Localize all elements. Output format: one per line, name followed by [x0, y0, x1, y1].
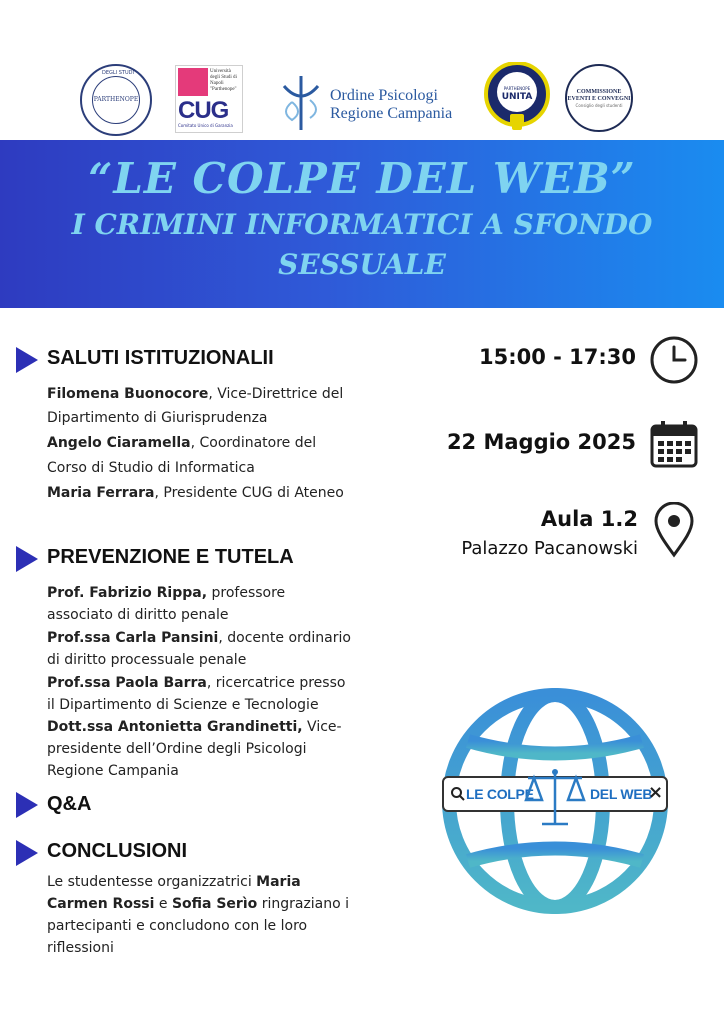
prevenzione-speaker-name: Prof. Fabrizio Rippa,: [47, 585, 208, 601]
prevenzione-speaker-name: Prof.ssa Carla Pansini: [47, 630, 219, 646]
prevenzione-speaker-role: associato di diritto penale: [47, 607, 229, 623]
saluti-speaker-role: , Presidente CUG di Ateneo: [154, 485, 344, 501]
conclusioni-text: ringraziano i: [257, 896, 350, 912]
commissione-line1: COMMISSIONE: [576, 88, 622, 95]
ordine-psicologi-mark: [274, 72, 328, 132]
event-building: Palazzo Pacanowski: [461, 538, 638, 559]
conclusioni-text: partecipanti e concludono con le loro: [47, 918, 308, 934]
saluti-speaker-role: Corso di Studio di Informatica: [47, 460, 255, 476]
saluti-speaker-name: Angelo Ciaramella: [47, 435, 191, 451]
section-arrow-icon: [16, 546, 38, 572]
university-logo: [80, 64, 152, 136]
ordine-line2: Regione Campania: [330, 105, 453, 122]
prevenzione-line: [47, 585, 285, 601]
university-logo-text: PARTHENOPE: [93, 96, 139, 103]
conclusioni-line: [47, 918, 307, 934]
cug-title: CUG: [178, 97, 229, 124]
search-icon: [450, 786, 466, 802]
prevenzione-line: [47, 763, 179, 779]
prevenzione-speaker-role: Regione Campania: [47, 763, 179, 779]
parthenope-unita-logo: [482, 62, 552, 134]
event-title: “LE COLPE DEL WEB”: [88, 154, 636, 203]
prevenzione-line: [47, 719, 342, 735]
conclusioni-line: [47, 940, 114, 956]
event-date: 22 Maggio 2025: [446, 430, 636, 454]
event-subtitle-line2: SESSUALE: [278, 248, 446, 281]
prevenzione-heading: PREVENZIONE E TUTELA: [47, 546, 294, 568]
unita-line2: UNITA: [501, 92, 533, 102]
cug-logo: [175, 65, 243, 133]
commissione-line3: Consiglio degli studenti: [575, 102, 623, 108]
event-subtitle-line1: I CRIMINI INFORMATICI A SFONDO: [71, 208, 653, 241]
conclusioni-text: Le studentesse organizzatrici: [47, 874, 257, 890]
prevenzione-speaker-role: presidente dell’Ordine degli Psicologi: [47, 741, 307, 757]
conclusioni-name: Carmen Rossi: [47, 896, 155, 912]
saluti-speaker-name: Filomena Buonocore: [47, 386, 209, 402]
globe-logo-left-text: LE COLPE: [466, 786, 534, 802]
prevenzione-line: [47, 630, 351, 646]
saluti-line: [47, 435, 316, 451]
prevenzione-line: [47, 607, 229, 623]
conclusioni-name: Sofia Serìo: [171, 896, 258, 912]
prevenzione-line: [47, 675, 345, 691]
prevenzione-speaker-role: , docente ordinario: [218, 630, 351, 646]
section-arrow-icon: [16, 792, 38, 818]
conclusioni-heading: CONCLUSIONI: [47, 840, 187, 862]
qa-heading: Q&A: [47, 793, 92, 815]
saluti-speaker-role: , Coordinatore del: [190, 435, 317, 451]
event-room: Aula 1.2: [540, 507, 638, 531]
university-logo-top: DEGLI STUDI: [102, 70, 134, 76]
saluti-speaker-role: Dipartimento di Giurisprudenza: [47, 410, 268, 426]
conclusioni-text: e: [154, 896, 172, 912]
ordine-psicologi-text: [330, 87, 452, 123]
globe-logo-right-text: DEL WEB: [590, 786, 653, 802]
prevenzione-speaker-role: , ricercatrice presso: [206, 675, 346, 691]
prevenzione-speaker-role: di diritto processuale penale: [47, 652, 247, 668]
clock-icon: [649, 335, 699, 385]
conclusioni-line: [47, 874, 301, 890]
cug-subtitle: Università degli Studi di Napoli "Parthenope": [210, 69, 237, 92]
university-seal: [92, 76, 140, 124]
commissione-line2: EVENTI E CONVEGNI: [567, 95, 631, 102]
saluti-heading: SALUTI ISTITUZIONALII: [47, 347, 274, 369]
calendar-icon: [649, 420, 699, 468]
prevenzione-line: [47, 741, 307, 757]
prevenzione-line: [47, 697, 319, 713]
prevenzione-speaker-name: Prof.ssa Paola Barra: [47, 675, 207, 691]
saluti-speaker-role: , Vice-Direttrice del: [208, 386, 344, 402]
prevenzione-speaker-role: Vice-: [302, 719, 342, 735]
saluti-speaker-name: Maria Ferrara: [47, 485, 155, 501]
section-arrow-icon: [16, 840, 38, 866]
event-time: 15:00 - 17:30: [478, 345, 636, 369]
conclusioni-line: [47, 896, 349, 912]
scales-icon: [522, 766, 588, 830]
prevenzione-speaker-name: Dott.ssa Antonietta Grandinetti,: [47, 719, 303, 735]
conclusioni-text: riflessioni: [47, 940, 114, 956]
cug-caption: Comitato Unico di Garanzia: [178, 123, 233, 128]
prevenzione-speaker-role: professore: [207, 585, 286, 601]
saluti-line: [47, 460, 255, 476]
location-pin-icon: [653, 502, 695, 558]
prevenzione-speaker-role: il Dipartimento di Scienze e Tecnologie: [47, 697, 319, 713]
section-arrow-icon: [16, 347, 38, 373]
conclusioni-name: Maria: [256, 874, 301, 890]
unita-line1: PARTHENOPE: [503, 86, 531, 91]
ordine-line1: Ordine Psicologi: [330, 87, 438, 104]
prevenzione-line: [47, 652, 246, 668]
close-icon: ×: [648, 782, 664, 803]
commissione-logo: [565, 64, 633, 132]
cug-logo-mark: [178, 68, 208, 96]
title-banner: [0, 140, 724, 308]
saluti-line: [47, 386, 343, 402]
saluti-line: [47, 410, 268, 426]
saluti-line: [47, 485, 344, 501]
